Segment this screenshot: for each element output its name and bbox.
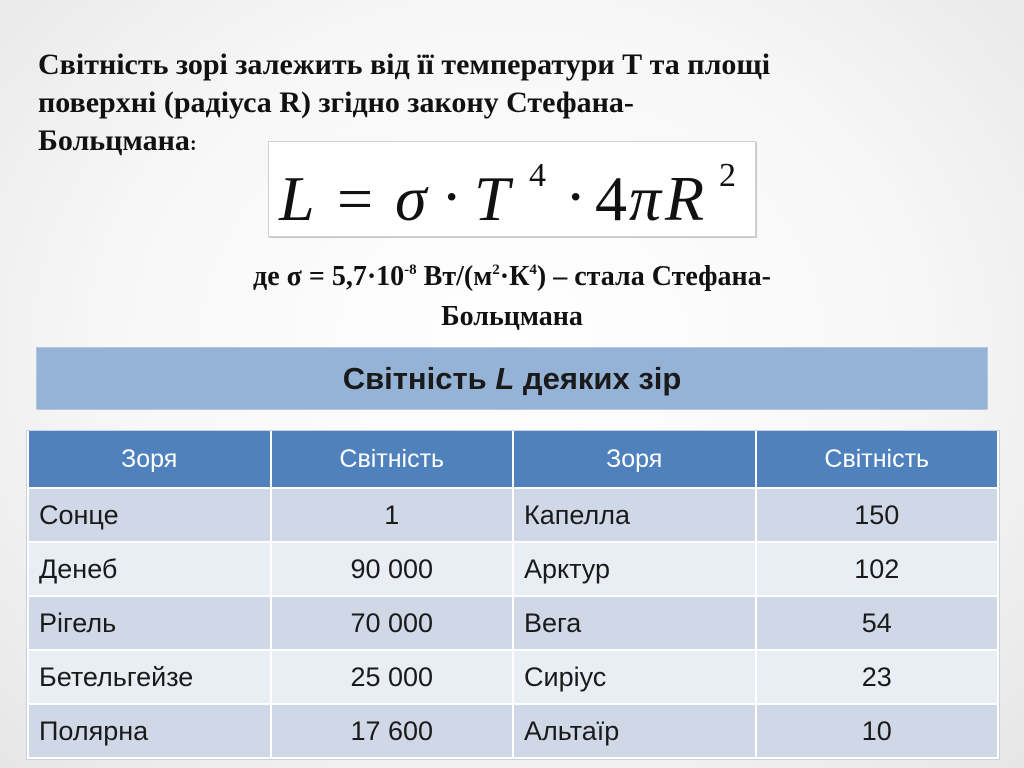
- formula-pi: π: [629, 163, 662, 234]
- table-title: [343, 361, 682, 397]
- formula-equals: =: [337, 163, 374, 234]
- luminosity-cell: 10: [756, 704, 999, 758]
- header-star-2: Зоря: [513, 431, 756, 488]
- table-header-row: [28, 431, 998, 488]
- luminosity-cell: 23: [756, 650, 999, 704]
- formula-box: [268, 141, 756, 237]
- table-title-symbol: L: [495, 360, 515, 396]
- luminosity-table: [27, 431, 999, 759]
- formula-sigma: σ: [395, 163, 427, 234]
- intro-colon: :: [189, 133, 197, 155]
- star-name-cell: Полярна: [28, 704, 271, 758]
- luminosity-cell: 90 000: [271, 542, 514, 596]
- header-star-1: Зоря: [28, 431, 271, 488]
- star-name-cell: Рігель: [28, 596, 271, 650]
- formula-dot-2: ·: [565, 161, 587, 232]
- star-name-cell: Бетельгейзе: [28, 650, 271, 704]
- formula-dot-1: ·: [441, 161, 463, 232]
- luminosity-cell: 70 000: [271, 596, 514, 650]
- intro-line-1: Світність зорі залежить від її температури Т та площі: [38, 48, 771, 81]
- intro-line-3: Больцмана: [38, 124, 190, 157]
- formula-four: 4: [595, 163, 627, 234]
- formula-radius: R: [665, 163, 705, 234]
- star-name-cell: Вега: [513, 596, 756, 650]
- star-name-cell: Сонце: [28, 488, 271, 542]
- luminosity-cell: 25 000: [271, 650, 514, 704]
- table-row: [28, 650, 998, 704]
- luminosity-cell: 1: [271, 488, 514, 542]
- constant-caption: [0, 258, 1024, 296]
- caption-description: ) – стала Стефана-: [536, 261, 771, 292]
- luminosity-cell: 17 600: [271, 704, 514, 758]
- caption-unit-b: ·К: [499, 261, 530, 292]
- star-name-cell: Сиріус: [513, 650, 756, 704]
- table-title-start: Світність: [342, 360, 496, 396]
- stefan-boltzmann-formula: [269, 142, 755, 236]
- caption-k-exponent: 4: [529, 262, 537, 278]
- constant-caption-line-2: Больцмана: [441, 301, 583, 332]
- table-row: [28, 596, 998, 650]
- caption-m-exponent: 2: [492, 262, 500, 278]
- star-name-cell: Арктур: [513, 542, 756, 596]
- luminosity-cell: 102: [756, 542, 999, 596]
- luminosity-cell: 150: [756, 488, 999, 542]
- table-title-band: [36, 347, 988, 410]
- formula-temperature: T: [474, 163, 510, 234]
- caption-exponent: -8: [404, 262, 417, 278]
- formula-radius-exponent: 2: [719, 157, 736, 194]
- star-name-cell: Капелла: [513, 488, 756, 542]
- star-name-cell: Альтаїр: [513, 704, 756, 758]
- header-luminosity-2: Світність: [756, 431, 999, 488]
- header-luminosity-1: Світність: [271, 431, 514, 488]
- luminosity-cell: 54: [756, 596, 999, 650]
- table-row: [28, 704, 998, 758]
- caption-unit-a: Вт/(м: [416, 261, 493, 292]
- caption-sigma-value: де σ = 5,7·10: [253, 261, 405, 292]
- star-name-cell: Денеб: [28, 542, 271, 596]
- table-row: [28, 542, 998, 596]
- table-row: [28, 488, 998, 542]
- intro-line-2: поверхні (радіуса R) згідно закону Стефана-: [38, 86, 634, 119]
- table-title-end: деяких зір: [514, 360, 682, 396]
- formula-luminosity: L: [279, 163, 315, 234]
- formula-temperature-exponent: 4: [529, 157, 546, 194]
